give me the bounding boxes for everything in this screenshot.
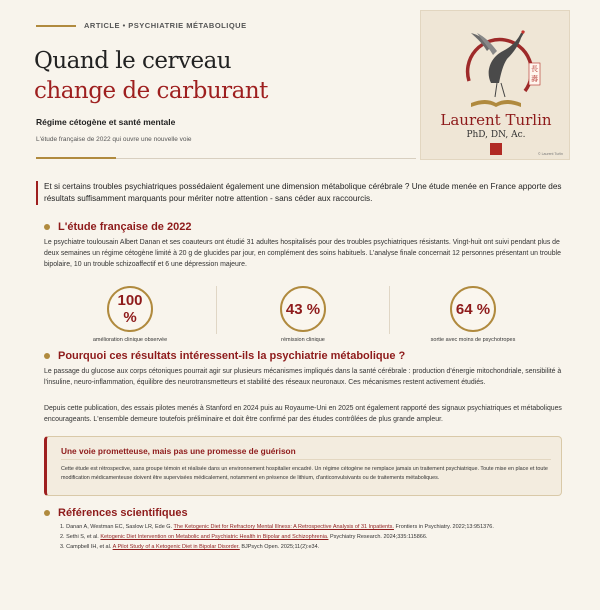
reference-number: 3. [60, 544, 65, 550]
article-subtitle: Régime cétogène et santé mentale [36, 117, 176, 127]
bullet-icon [44, 224, 50, 230]
stat-value: 43 % [280, 286, 326, 332]
reference-link[interactable]: A Pilot Study of a Ketogenic Diet in Bipolar Disorder. [112, 544, 240, 550]
header-divider-accent [36, 157, 116, 159]
section-title: Références scientifiques [58, 507, 188, 519]
warning-callout [44, 436, 562, 496]
section-heading-study [44, 221, 191, 233]
reference-item [60, 522, 570, 532]
reference-source: Frontiers in Psychiatry. 2022;13:951376. [395, 524, 494, 530]
reference-source: BJPsych Open. 2025;11(2):e34. [241, 544, 320, 550]
reference-authors: Sethi S, et al. [66, 534, 99, 540]
stat-improvement [50, 286, 210, 343]
reference-authors: Danan A, Westman EC, Saslow LR, Ede G. [66, 524, 173, 530]
callout-body: Cette étude est rétrospective, sans groupe témoin et réalisée dans un environnement hospitalier encadré. Un régime cétogène ne remplace jamais un traitement psychiatrique. Toute mise en place et toute modification médicamenteuse doivent être supervisées médicalement, notamment en présence de lithium, d'anticonvulsivants ou de traitements métaboliques. [61, 466, 548, 481]
stat-divider [389, 286, 390, 334]
callout-title: Une voie prometteuse, mais pas une promesse de guérison [61, 446, 296, 456]
intro-accent-bar [36, 181, 38, 205]
section-title: L'étude française de 2022 [58, 221, 192, 233]
stat-label: rémission clinique [281, 337, 325, 343]
article-tagline: L'étude française de 2022 qui ouvre une nouvelle voie [36, 136, 192, 143]
reference-number: 1. [60, 524, 65, 530]
reference-list [60, 522, 570, 552]
article-kicker: ARTICLE • PSYCHIATRIE MÉTABOLIQUE [84, 21, 247, 30]
followup-paragraph: Depuis cette publication, des essais pilotes menés à Stanford en 2024 puis au Royaume-Uni en 2025 ont également rapporté des signaux psychiatriques et métaboliques encourageants. L'ensemble demeure toutefois préliminaire et doit être confirmé par des études contrôlées de plus grande ampleur. [44, 405, 562, 423]
author-credentials: PhD, DN, Ac. [466, 130, 526, 140]
author-logo-card [420, 10, 570, 160]
mechanisms-paragraph: Le passage du glucose aux corps cétoniques pourrait agir sur plusieurs mécanismes impliqués dans la santé cérébrale : production d'énergie mitochondriale, sensibilité à l'insuline, neuro-inflammation, équilibre des neurotransmetteurs et stabilité des réseaux neuronaux. Ces mécanismes restent activement étudiés. [44, 368, 562, 386]
reference-link[interactable]: The Ketogenic Diet for Refractory Mental Illness: A Retrospective Analysis of 31 Inpatients. [173, 524, 394, 530]
callout-divider [61, 459, 551, 460]
study-paragraph: Le psychiatre toulousain Albert Danan et ses coauteurs ont étudié 31 adultes hospitalisés pour des troubles psychiatriques résistants. Vingt-huit ont suivi pendant plus de deux semaines un régime cétogène limité à 20 g de glucides par jour, en complément des soins habituels. L'analyse finale concernait 12 personnes présentant un trouble bipolaire, 10 un trouble schizoaffectif et 6 une dépression majeure. [44, 239, 561, 268]
stat-remission [223, 286, 383, 343]
stat-value: 64 % [450, 286, 496, 332]
longevity-seal-text: 長壽 [531, 65, 538, 83]
bullet-icon [44, 353, 50, 359]
kicker-accent-line [36, 25, 76, 27]
title-line-1: Quand le cerveau [34, 48, 232, 74]
logo-copyright: © Laurent Turlin [538, 152, 563, 156]
reference-link[interactable]: Ketogenic Diet Intervention on Metabolic and Psychiatric Health in Bipolar and Schizophrenia. [100, 534, 329, 540]
stat-divider [216, 286, 217, 334]
reference-item [60, 532, 570, 542]
stat-value: 100 % [107, 286, 153, 332]
author-name: Laurent Turlin [440, 111, 552, 129]
reference-item [60, 542, 570, 552]
stat-label: amélioration clinique observée [92, 337, 168, 343]
stat-medication [393, 286, 553, 343]
section-heading-references [44, 507, 188, 519]
title-line-2: change de carburant [34, 78, 268, 104]
stat-label: sortie avec moins de psychotropes [430, 337, 516, 343]
section-title: Pourquoi ces résultats intéressent-ils la psychiatrie métabolique ? [58, 350, 406, 362]
reference-authors: Campbell IH, et al. [66, 544, 112, 550]
intro-paragraph: Et si certains troubles psychiatriques possédaient également une dimension métabolique cérébrale ? Une étude menée en France apporte des résultats suffisamment marquants pour mériter notre attention - sans céder aux raccourcis. [44, 182, 562, 203]
section-heading-why [44, 350, 405, 362]
reference-number: 2. [60, 534, 65, 540]
reference-source: Psychiatry Research. 2024;335:115866. [329, 534, 428, 540]
kicker-row [36, 21, 247, 30]
bullet-icon [44, 510, 50, 516]
